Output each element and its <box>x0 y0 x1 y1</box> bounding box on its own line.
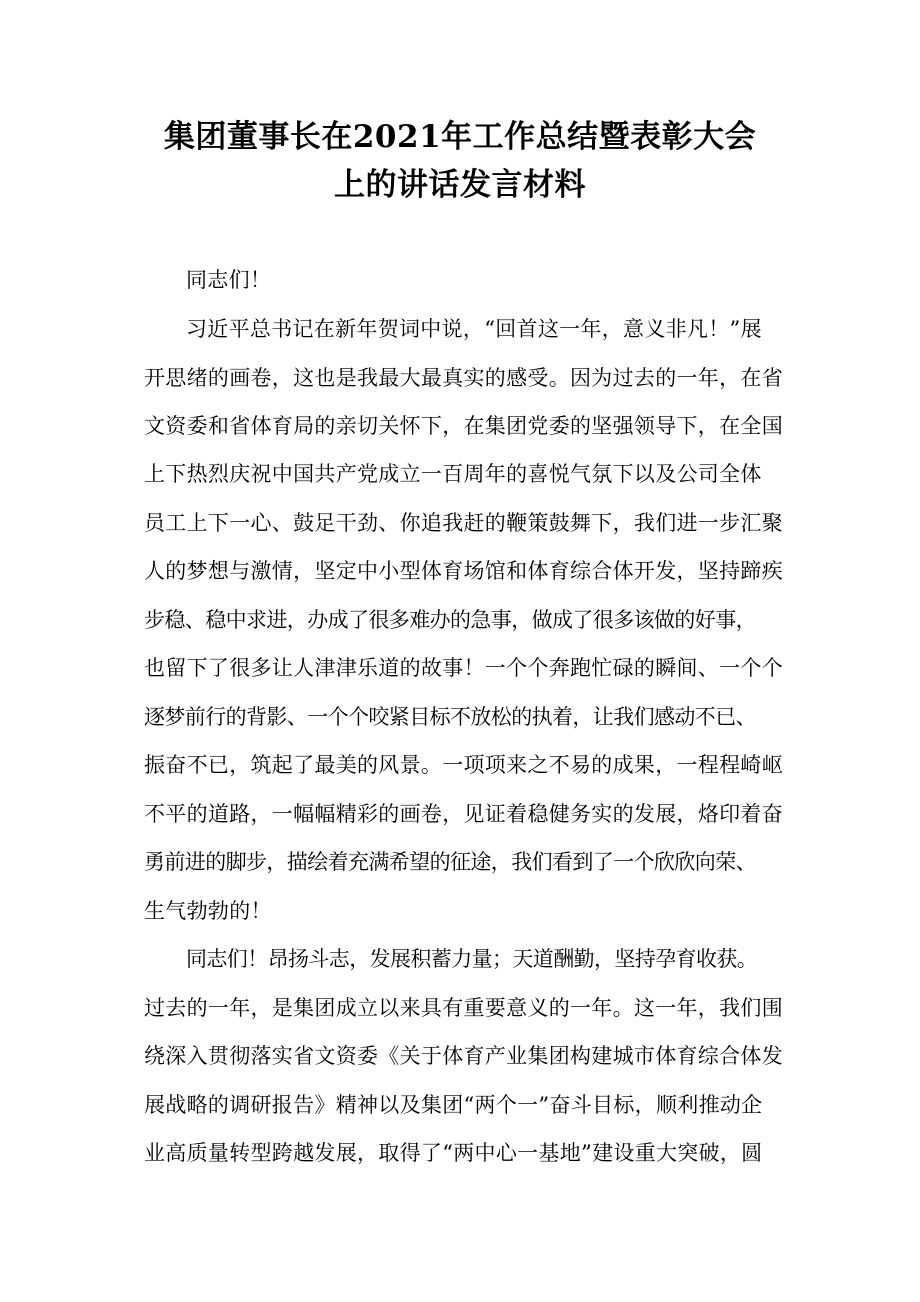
paragraph-line: 文资委和省体育局的亲切关怀下，在集团党委的坚强领导下，在全国 <box>144 414 783 438</box>
paragraph-line: 同志们！昂扬斗志，发展积蓄力量；天道酬勤，坚持孕育收获。 <box>186 947 758 971</box>
salutation: 同志们！ <box>186 268 272 292</box>
paragraph-line: 步稳、稳中求进，办成了很多难办的急事，做成了很多该做的好事， <box>144 608 756 632</box>
paragraph-line: 展战略的调研报告》精神以及集团“两个一”奋斗目标，顺利推动企 <box>144 1093 763 1117</box>
paragraph-line: 开思绪的画卷，这也是我最大最真实的感受。因为过去的一年，在省 <box>144 366 783 390</box>
paragraph-line: 业高质量转型跨越发展，取得了“两中心一基地”建设重大突破，圆 <box>144 1141 763 1165</box>
paragraph-line: 习近平总书记在新年贺词中说，“回首这一年，意义非凡！”展 <box>186 317 762 341</box>
paragraph-line: 员工上下一心、鼓足干劲、你追我赶的鞭策鼓舞下，我们进一步汇聚 <box>144 511 783 535</box>
paragraph-line: 也留下了很多让人津津乐道的故事！一个个奔跑忙碌的瞬间、一个个 <box>144 656 783 680</box>
paragraph-line: 振奋不已，筑起了最美的风景。一项项来之不易的成果，一程程崎岖 <box>144 753 783 777</box>
paragraph-line: 人的梦想与激情，坚定中小型体育场馆和体育综合体开发，坚持蹄疾 <box>144 559 783 583</box>
paragraph-line: 逐梦前行的背影、一个个咬紧目标不放松的执着，让我们感动不已、 <box>144 705 756 729</box>
paragraph-line: 生气勃勃的！ <box>144 899 272 923</box>
paragraph-line: 勇前进的脚步，描绘着充满希望的征途，我们看到了一个欣欣向荣、 <box>144 850 756 874</box>
paragraph-line: 绕深入贯彻落实省文资委《关于体育产业集团构建城市体育综合体发 <box>144 1044 783 1068</box>
paragraph-line: 不平的道路，一幅幅精彩的画卷，见证着稳健务实的发展，烙印着奋 <box>144 802 783 826</box>
paragraph-line: 上下热烈庆祝中国共产党成立一百周年的喜悦气氛下以及公司全体 <box>144 462 762 486</box>
document-title-line-1: 集团董事长在2021年工作总结暨表彰大会 <box>163 119 757 155</box>
paragraph-line: 过去的一年，是集团成立以来具有重要意义的一年。这一年，我们围 <box>144 996 783 1020</box>
document-title-line-2: 上的讲话发言材料 <box>334 167 586 203</box>
